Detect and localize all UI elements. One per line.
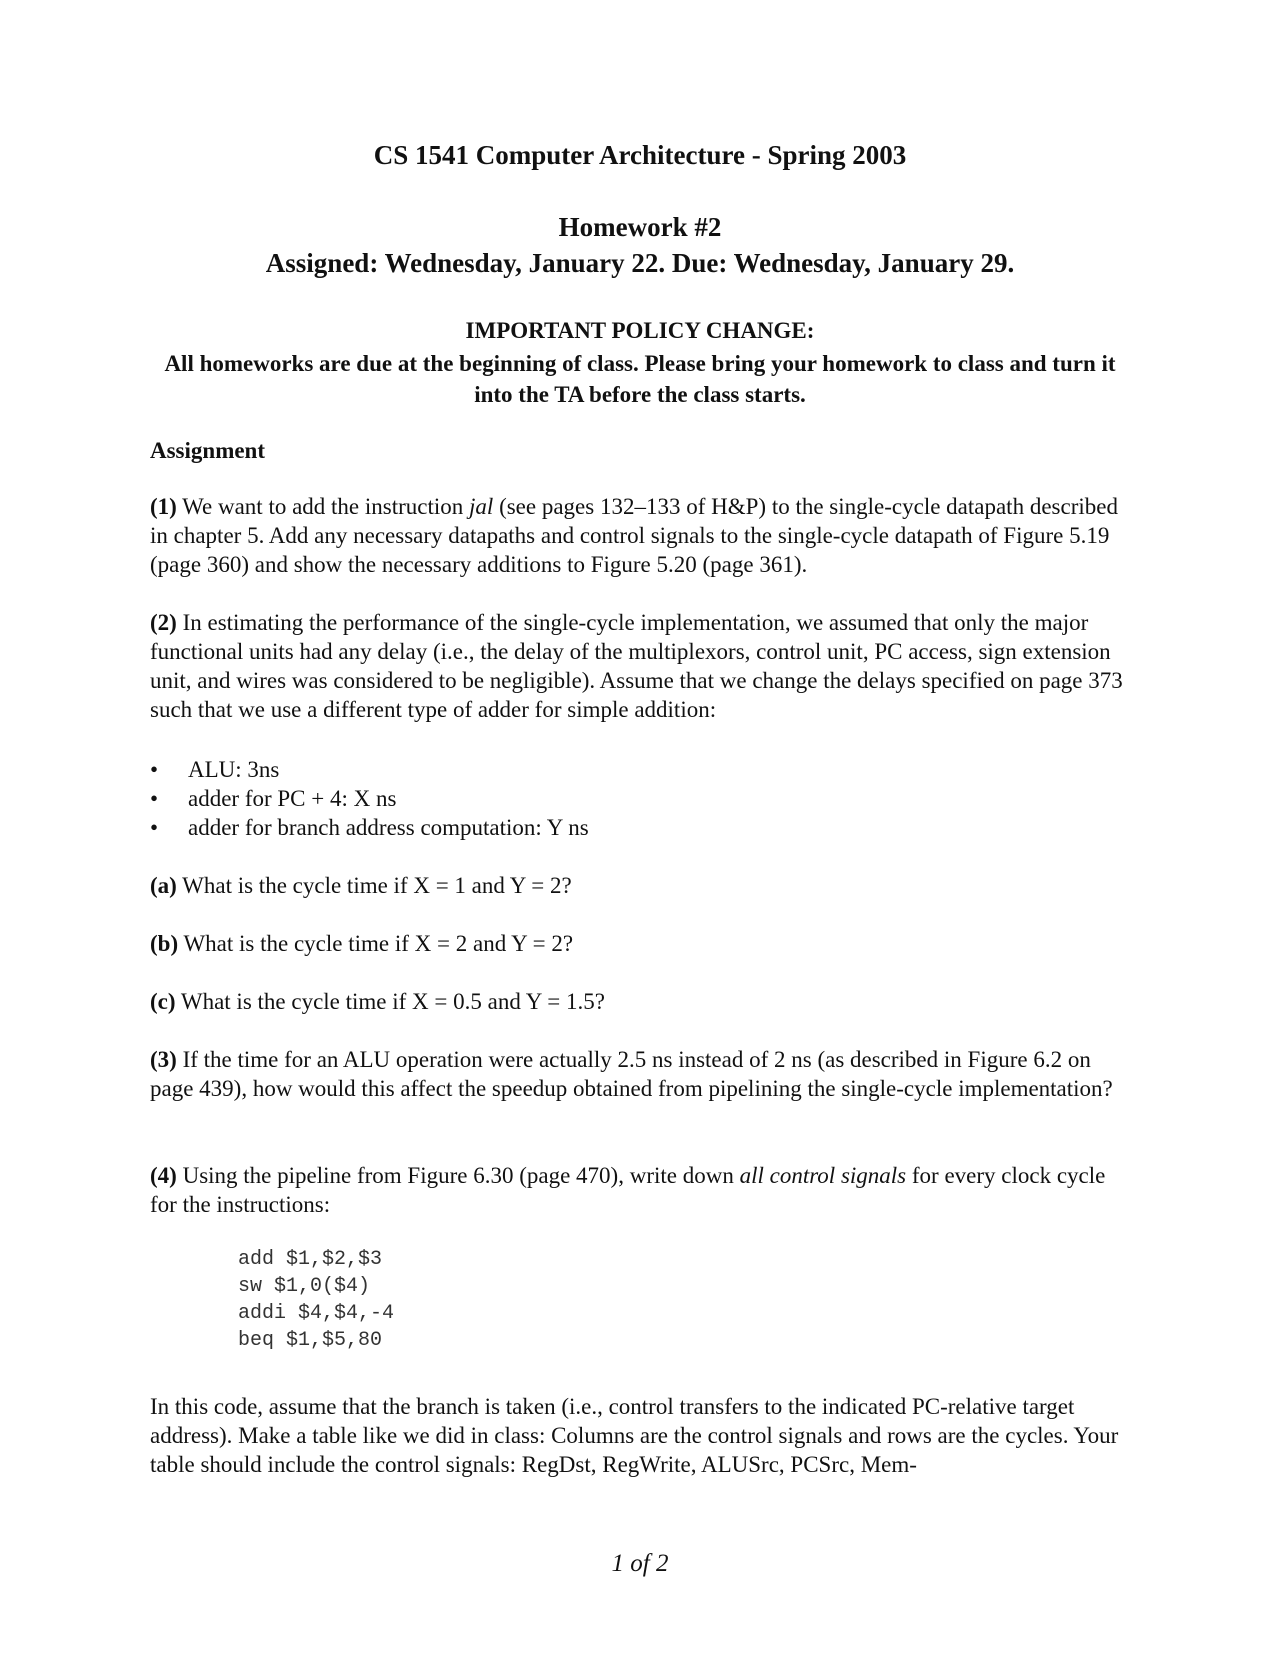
assignment-heading: Assignment: [150, 438, 266, 463]
question-1-text-a: We want to add the instruction: [176, 494, 470, 519]
bullet-icon: •: [150, 815, 159, 840]
code-line: add $1,$2,$3: [238, 1248, 383, 1271]
question-2: [150, 608, 1132, 724]
question-4: [150, 1161, 1132, 1219]
question-2a-label: (a): [150, 873, 177, 898]
question-3: [150, 1045, 1132, 1103]
list-item: [150, 755, 589, 784]
homework-title: Homework #2: [558, 212, 722, 242]
question-4-text-b: for every clock cycle for the instructions:: [150, 1163, 1106, 1217]
question-2-text: In estimating the performance of the single-cycle implementation, we assumed that only the major functional units had any delay (i.e., the delay of the multiplexors, control unit, PC access, sign extension unit, and wires was considered to be negligible). Assume that we change the delays specified on page 373 such that we use a different type of adder for simple addition:: [150, 610, 1123, 722]
list-item-text: ALU: 3ns: [188, 757, 280, 782]
page-number: 1 of 2: [611, 1550, 669, 1577]
code-listing: [238, 1246, 394, 1354]
question-1-text-b: (see pages 132–133 of H&P) to the single-cycle datapath described in chapter 5. Add any necessary datapaths and control signals to the single-cycle datapath of Figure 5.19 (page 360) and show the necessary additions to Figure 5.20 (page 361).: [150, 494, 1118, 577]
question-3-text: If the time for an ALU operation were actually 2.5 ns instead of 2 ns (as described in Figure 6.2 on page 439), how would this affect the speedup obtained from pipelining the single-cycle implementation?: [150, 1047, 1113, 1101]
question-1-label: (1): [150, 494, 177, 519]
bullet-icon: •: [150, 757, 159, 782]
question-2c: [150, 987, 1132, 1016]
question-1-italic: jal: [469, 494, 494, 519]
question-2b: [150, 929, 1132, 958]
policy-text: All homeworks are due at the beginning of class. Please bring your homework to class and turn it into the TA before the class starts.: [164, 351, 1116, 407]
question-4-continued: In this code, assume that the branch is taken (i.e., control transfers to the indicated PC-relative target address). Make a table like we did in class: Columns are the control signals and rows are the cycles. Your table should include the control signals: RegDst, RegWrite, ALUSrc, PCSrc, Mem-: [150, 1394, 1119, 1477]
due-dates: Assigned: Wednesday, January 22. Due: Wednesday, January 29.: [265, 248, 1015, 278]
delay-list: [150, 755, 589, 842]
bullet-icon: •: [150, 786, 159, 811]
question-4-label: (4): [150, 1163, 177, 1188]
question-2b-text: What is the cycle time if X = 2 and Y = 2?: [178, 931, 574, 956]
list-item: [150, 813, 589, 842]
code-line: addi $4,$4,-4: [238, 1302, 395, 1325]
list-item: [150, 784, 589, 813]
list-item-text: adder for branch address computation: Y ns: [188, 815, 589, 840]
question-4-italic: all control signals: [739, 1163, 907, 1188]
policy-title: IMPORTANT POLICY CHANGE:: [465, 318, 815, 343]
question-2c-text: What is the cycle time if X = 0.5 and Y = 1.5?: [175, 989, 605, 1014]
question-2b-label: (b): [150, 931, 179, 956]
list-item-text: adder for PC + 4: X ns: [188, 786, 397, 811]
question-2c-label: (c): [150, 989, 176, 1014]
question-2a-text: What is the cycle time if X = 1 and Y = 2?: [176, 873, 572, 898]
code-line: sw $1,0($4): [238, 1275, 371, 1298]
course-title: CS 1541 Computer Architecture - Spring 2003: [373, 140, 907, 170]
code-line: beq $1,$5,80: [238, 1329, 383, 1352]
question-1: [150, 492, 1132, 579]
question-3-label: (3): [150, 1047, 177, 1072]
question-2a: [150, 871, 1132, 900]
question-2-label: (2): [150, 610, 177, 635]
question-4-text-a: Using the pipeline from Figure 6.30 (page 470), write down: [176, 1163, 740, 1188]
